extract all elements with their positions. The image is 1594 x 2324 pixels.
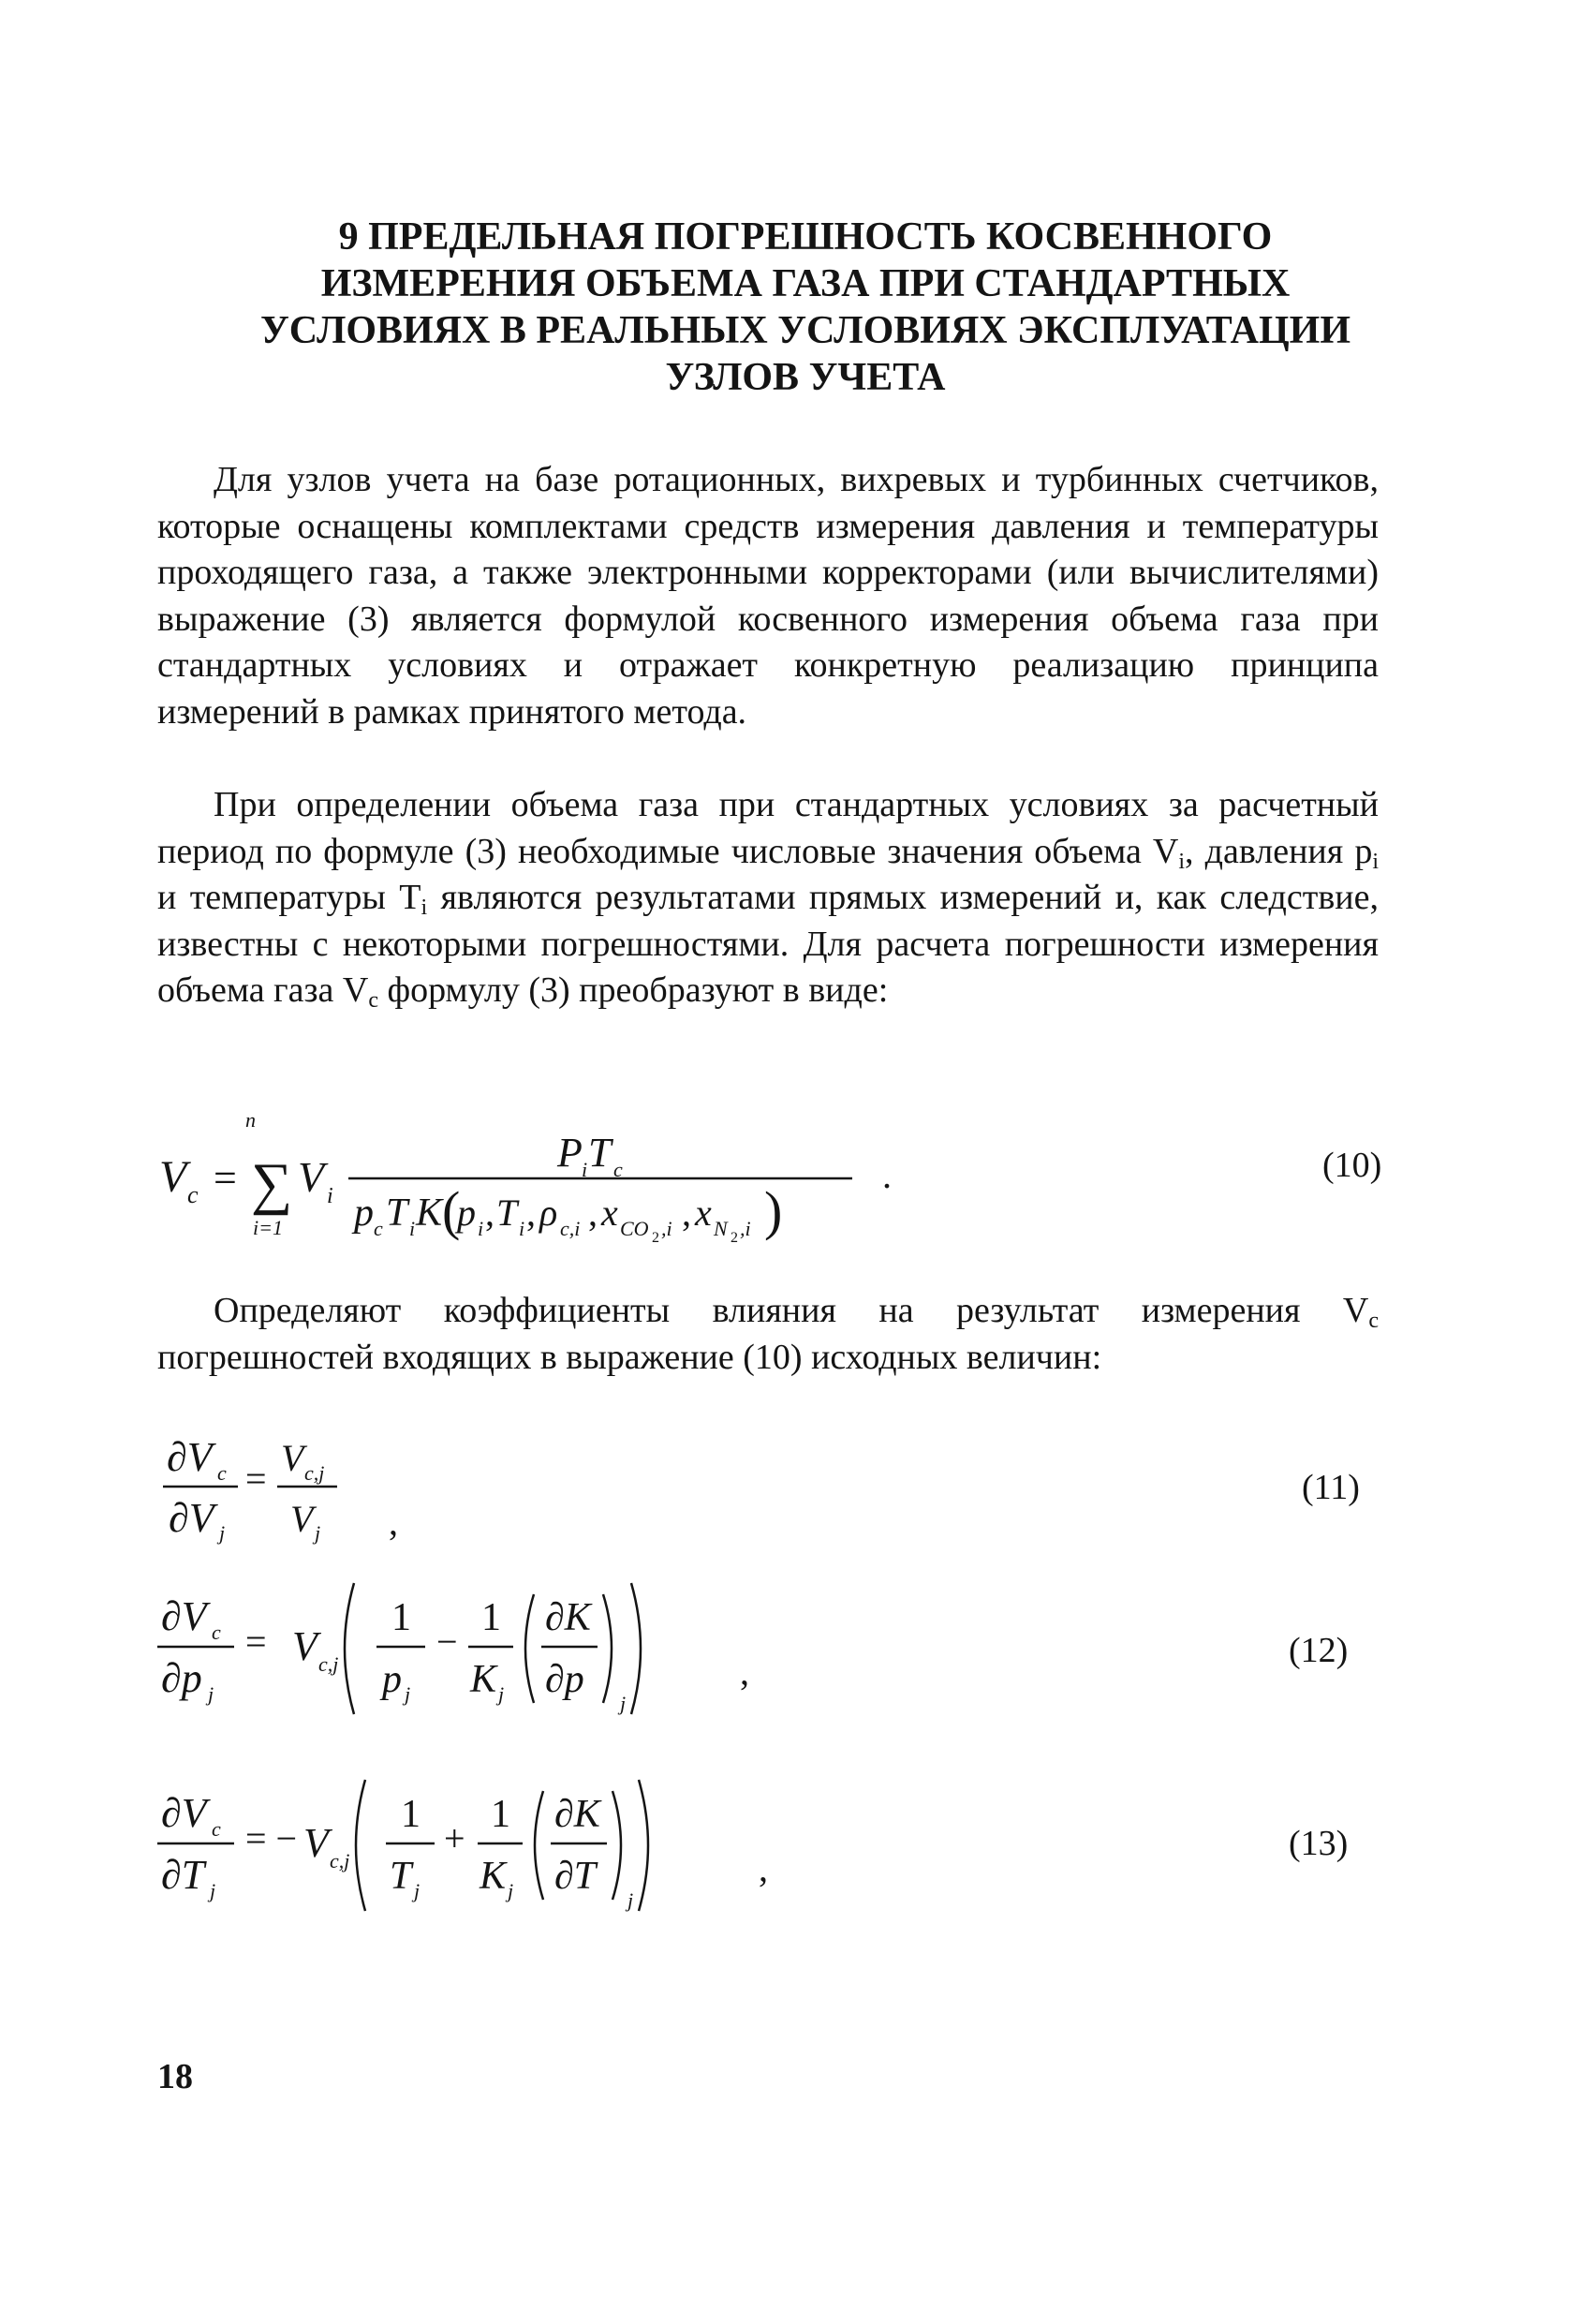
paragraph-3-text: Определяют коэффициенты влияния на результат измерения $V_c$ погрешностей входящих в выражение (10) исходных величин: — [157, 1291, 1379, 1377]
svg-text:∂K: ∂K — [545, 1596, 591, 1639]
equation-13-formula — [140, 1770, 1452, 1930]
svg-text:c: c — [374, 1217, 383, 1240]
svg-text:i: i — [327, 1184, 333, 1208]
svg-text:= −: = − — [245, 1817, 298, 1859]
svg-text:,: , — [485, 1192, 494, 1234]
svg-text:,: , — [682, 1192, 691, 1234]
equation-13 — [140, 1770, 1452, 1930]
svg-text:K: K — [470, 1658, 497, 1701]
svg-text:(: ( — [442, 1180, 461, 1241]
heading-line-2: ИЗМЕРЕНИЯ ОБЪЕМА ГАЗА ПРИ СТАНДАРТНЫХ — [320, 262, 1291, 305]
svg-text:∂T: ∂T — [161, 1852, 205, 1898]
svg-text:p: p — [354, 1192, 374, 1235]
equation-12-number: (12) — [1289, 1631, 1349, 1670]
svg-text:): ) — [764, 1180, 783, 1241]
svg-text:∂p: ∂p — [545, 1658, 584, 1701]
paragraph-2-text: При определении объема газа при стандартных условиях за расчетный период по формуле (3) необходимые числовые значения объема $V_i$, давления $p_i$ и температуры $T_i$ являются результатами прямых измерений и, как следствие, известны с некоторыми погрешностями. Для расчета погрешности измерения объема газа $V_c$ формулу (3) преобразуют в виде: — [157, 785, 1379, 1014]
svg-text:j: j — [627, 1888, 634, 1912]
svg-text:T: T — [390, 1855, 412, 1898]
svg-text:V: V — [292, 1623, 317, 1669]
svg-text:i: i — [478, 1217, 484, 1240]
svg-text:∂V: ∂V — [161, 1790, 207, 1836]
svg-text:c: c — [187, 1181, 199, 1208]
svg-text:V: V — [290, 1498, 314, 1540]
svg-text:j: j — [414, 1879, 421, 1902]
svg-text:c,j: c,j — [318, 1652, 339, 1676]
heading-line-4: УЗЛОВ УЧЕТА — [665, 356, 946, 399]
svg-text:2: 2 — [731, 1230, 738, 1246]
section-heading — [140, 214, 1470, 401]
svg-text:c: c — [212, 1621, 221, 1644]
svg-text:j: j — [208, 1682, 214, 1706]
svg-text:.: . — [882, 1154, 892, 1196]
svg-text:,: , — [588, 1192, 598, 1234]
svg-text:x: x — [695, 1192, 712, 1234]
svg-text:i: i — [519, 1217, 525, 1240]
svg-text:p: p — [382, 1658, 402, 1701]
equation-10-formula — [140, 1105, 1452, 1274]
svg-text:∂T: ∂T — [554, 1855, 597, 1898]
svg-text:,: , — [759, 1847, 768, 1889]
svg-text:n: n — [245, 1108, 256, 1132]
svg-text:1: 1 — [391, 1596, 411, 1639]
svg-text:∂K: ∂K — [554, 1793, 600, 1836]
equation-11-formula — [140, 1424, 1452, 1546]
heading-line-1: 9 ПРЕДЕЛЬНАЯ ПОГРЕШНОСТЬ КОСВЕННОГО — [338, 215, 1273, 259]
page-number: 18 — [157, 2057, 193, 2096]
svg-text:V: V — [303, 1820, 329, 1866]
svg-text:i=1: i=1 — [253, 1216, 283, 1239]
equation-12-formula — [140, 1574, 1452, 1733]
svg-text:j: j — [508, 1879, 514, 1902]
heading-line-3: УСЛОВИЯХ В РЕАЛЬНЫХ УСЛОВИЯХ ЭКСПЛУАТАЦИИ — [259, 309, 1351, 352]
svg-text:i: i — [582, 1158, 588, 1181]
svg-text:CO: CO — [620, 1217, 649, 1240]
svg-text:p: p — [457, 1192, 476, 1234]
svg-text:=: = — [214, 1155, 237, 1201]
svg-text:=: = — [245, 1458, 267, 1500]
svg-text:c,i: c,i — [560, 1217, 581, 1240]
equation-11 — [140, 1424, 1452, 1546]
svg-text:∂V: ∂V — [161, 1593, 207, 1639]
svg-text:,: , — [389, 1501, 398, 1543]
svg-text:j: j — [219, 1521, 226, 1545]
paragraph-2 — [157, 782, 1379, 1014]
svg-text:c,j: c,j — [304, 1461, 325, 1485]
svg-text:K: K — [480, 1855, 507, 1898]
svg-text:j: j — [620, 1692, 627, 1715]
svg-text:j: j — [315, 1521, 321, 1545]
svg-text:V: V — [298, 1153, 325, 1201]
equation-11-number: (11) — [1302, 1468, 1360, 1507]
svg-text:T: T — [588, 1130, 612, 1176]
svg-text:1: 1 — [401, 1793, 421, 1836]
svg-text:=: = — [245, 1621, 267, 1663]
paragraph-3 — [157, 1288, 1379, 1381]
svg-text:c: c — [212, 1817, 221, 1841]
paragraph-1 — [157, 457, 1379, 736]
svg-text:,i: ,i — [740, 1217, 751, 1240]
svg-text:c: c — [217, 1461, 227, 1485]
svg-text:j: j — [210, 1879, 216, 1902]
svg-text:−: − — [436, 1621, 458, 1663]
svg-text:,: , — [526, 1192, 536, 1234]
svg-text:,: , — [740, 1650, 749, 1693]
svg-text:V: V — [159, 1152, 187, 1202]
svg-text:x: x — [601, 1192, 618, 1234]
svg-text:+: + — [444, 1817, 465, 1859]
svg-text:c,j: c,j — [330, 1849, 350, 1873]
svg-text:∂V: ∂V — [169, 1495, 214, 1541]
svg-text:c: c — [613, 1158, 623, 1181]
equation-10 — [140, 1105, 1452, 1302]
svg-text:j: j — [498, 1682, 505, 1706]
svg-text:N: N — [714, 1217, 728, 1240]
paragraph-1-text: Для узлов учета на базе ротационных, вихревых и турбинных счетчиков, которые оснащены комплектами средств измерения давления и температуры проходящего газа, а также электронными корректорами (или вычислителями) выражение (3) является формулой косвенного измерения объема газа при стандартных условиях и отражает конкретную реализацию принципа измерений в рамках принятого метода. — [157, 460, 1379, 732]
svg-text:2: 2 — [652, 1230, 659, 1246]
svg-text:i: i — [409, 1217, 416, 1240]
svg-text:1: 1 — [491, 1793, 510, 1836]
svg-text:,i: ,i — [661, 1217, 672, 1240]
svg-text:P: P — [557, 1130, 583, 1176]
svg-text:j: j — [405, 1682, 411, 1706]
svg-text:1: 1 — [481, 1596, 501, 1639]
svg-text:V: V — [281, 1437, 304, 1479]
svg-text:K: K — [416, 1192, 443, 1235]
equation-10-number: (10) — [1322, 1146, 1382, 1185]
svg-text:T: T — [386, 1192, 408, 1235]
equation-13-number: (13) — [1289, 1824, 1349, 1863]
svg-text:∂p: ∂p — [161, 1655, 202, 1701]
equation-12 — [140, 1574, 1452, 1733]
svg-text:∂V: ∂V — [167, 1434, 213, 1480]
svg-text:ρ: ρ — [539, 1192, 558, 1234]
svg-text:T: T — [496, 1192, 518, 1234]
svg-text:∑: ∑ — [251, 1152, 293, 1216]
